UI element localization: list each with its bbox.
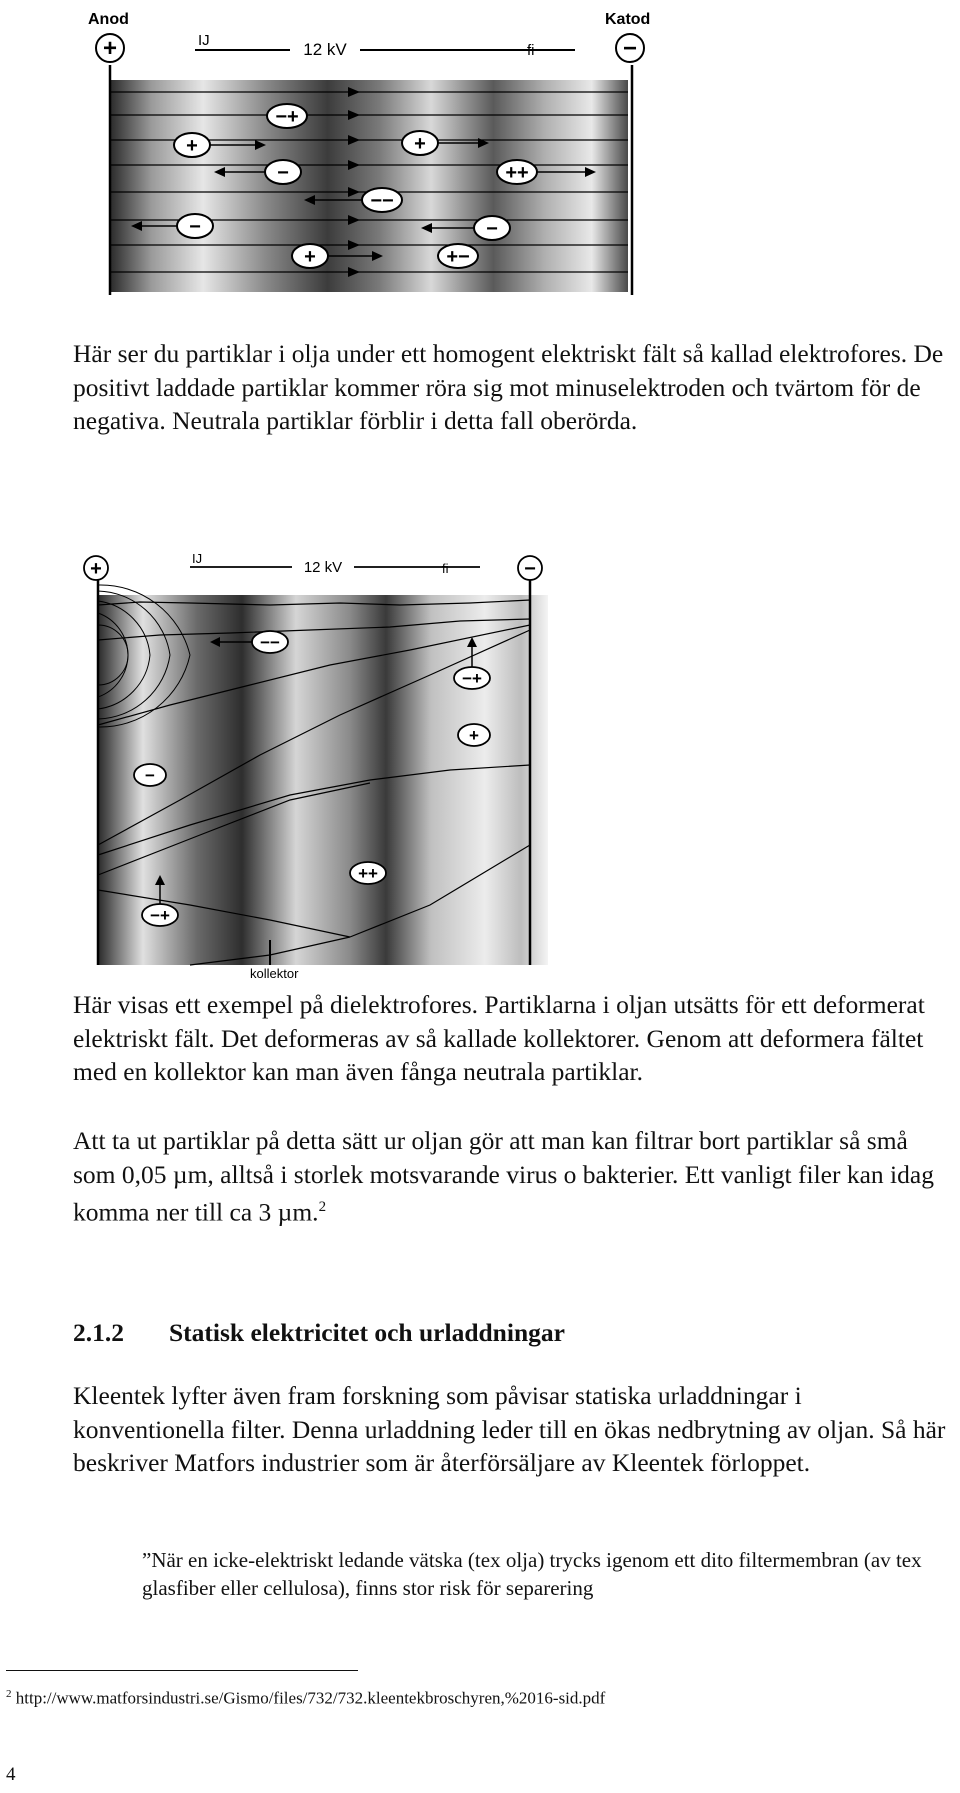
svg-text:+: + — [414, 133, 426, 155]
svg-text:−+: −+ — [275, 106, 299, 128]
page-number: 4 — [6, 1764, 16, 1785]
oil-field — [110, 80, 628, 292]
footnote-rule — [6, 1670, 358, 1671]
svg-text:−: − — [145, 766, 155, 785]
block-quote: ”När en icke-elektriskt ledande vätska (tex olja) trycks igenom ett dito filtermembran (av tex glasfiber eller cellulosa), finns stor risk för separering — [142, 1548, 922, 1600]
particle-negative — [134, 764, 166, 786]
left-mark: IJ — [192, 551, 203, 566]
anode-label: Anod — [88, 11, 129, 28]
section-title: Statisk elektricitet och urladdningar — [169, 1318, 565, 1347]
paragraph-filtration: Att ta ut partiklar på detta sätt ur oljan gör att man kan filtrar bort partiklar så små som 0,05 µm, alltså i storlek motsvarande virus o bakterier. Ett vanligt filer kan idag komma ner till ca 3 µm.$^2$ — [73, 1126, 934, 1227]
paragraph-dielectrophoresis: Här visas ett exempel på dielektrofores. Partiklarna i oljan utsätts för ett deformerat elektriskt fält. Det deformeras av så kallade kollektorer. Genom att deformera fältet med en kollektor kan man även fånga neutrala partiklar. — [73, 990, 925, 1086]
collector-label: kollektor — [250, 966, 299, 981]
svg-text:−: − — [277, 162, 289, 184]
anode-sign: + — [102, 35, 118, 62]
particle-neutral — [438, 244, 478, 268]
anode-sign: + — [90, 558, 102, 580]
cathode-label: Katod — [605, 11, 650, 28]
electrophoresis-diagram — [80, 0, 650, 295]
figure-electrophoresis — [80, 0, 650, 295]
voltage-label: 12 kV — [303, 559, 343, 576]
section-heading — [73, 1318, 565, 1348]
particle-positive — [458, 724, 490, 746]
svg-text:++: ++ — [358, 864, 378, 883]
paragraph-static-discharge: Kleentek lyfter även fram forskning som påvisar statiska urladdningar i konventionella filter. Denna urladdning leder till en ökas nedbrytning av oljan. Så här beskriver Matfors industrier som är återförsäljare av Kleentek förloppet. — [73, 1381, 946, 1477]
svg-text:−+: −+ — [462, 669, 482, 688]
svg-text:−−: −− — [370, 190, 394, 212]
cathode-sign: − — [622, 35, 638, 62]
svg-text:+: + — [469, 726, 479, 745]
right-mark: fi — [527, 42, 535, 59]
svg-text:−: − — [486, 218, 498, 240]
right-mark: fi — [442, 561, 449, 576]
left-mark: IJ — [198, 32, 210, 49]
cathode-sign: − — [524, 558, 536, 580]
voltage-label: 12 kV — [303, 40, 347, 59]
paragraph-electrophoresis: Här ser du partiklar i olja under ett homogent elektriskt fält så kallad elektrofores. De positivt laddade partiklar kommer röra sig mot minuselektroden och tvärtom för de negativa. Neutrala partiklar förblir i detta fall oberörda. — [73, 339, 944, 435]
figure-dielectrophoresis — [70, 545, 560, 985]
footnote-link[interactable]: http://www.matforsindustri.se/Gismo/files/732/732.kleentekbroschyren,%2016-sid.pdf — [15, 1688, 606, 1708]
svg-text:+: + — [186, 135, 198, 157]
dielectrophoresis-diagram — [70, 545, 560, 985]
footnote-ref: 2 — [318, 1199, 327, 1215]
svg-text:+−: +− — [446, 246, 470, 268]
particle-neutral — [267, 104, 307, 128]
svg-text:−−: −− — [260, 633, 280, 652]
svg-text:−+: −+ — [150, 906, 170, 925]
svg-text:−: − — [189, 216, 201, 238]
footnote: $^2$ http://www.matforsindustri.se/Gismo/files/732/732.kleentekbroschyren,%2016-sid.pdf — [6, 1688, 606, 1708]
section-number: 2.1.2 — [73, 1318, 124, 1347]
svg-text:+: + — [304, 246, 316, 268]
svg-text:++: ++ — [505, 162, 529, 184]
particle-double-positive — [350, 862, 386, 884]
